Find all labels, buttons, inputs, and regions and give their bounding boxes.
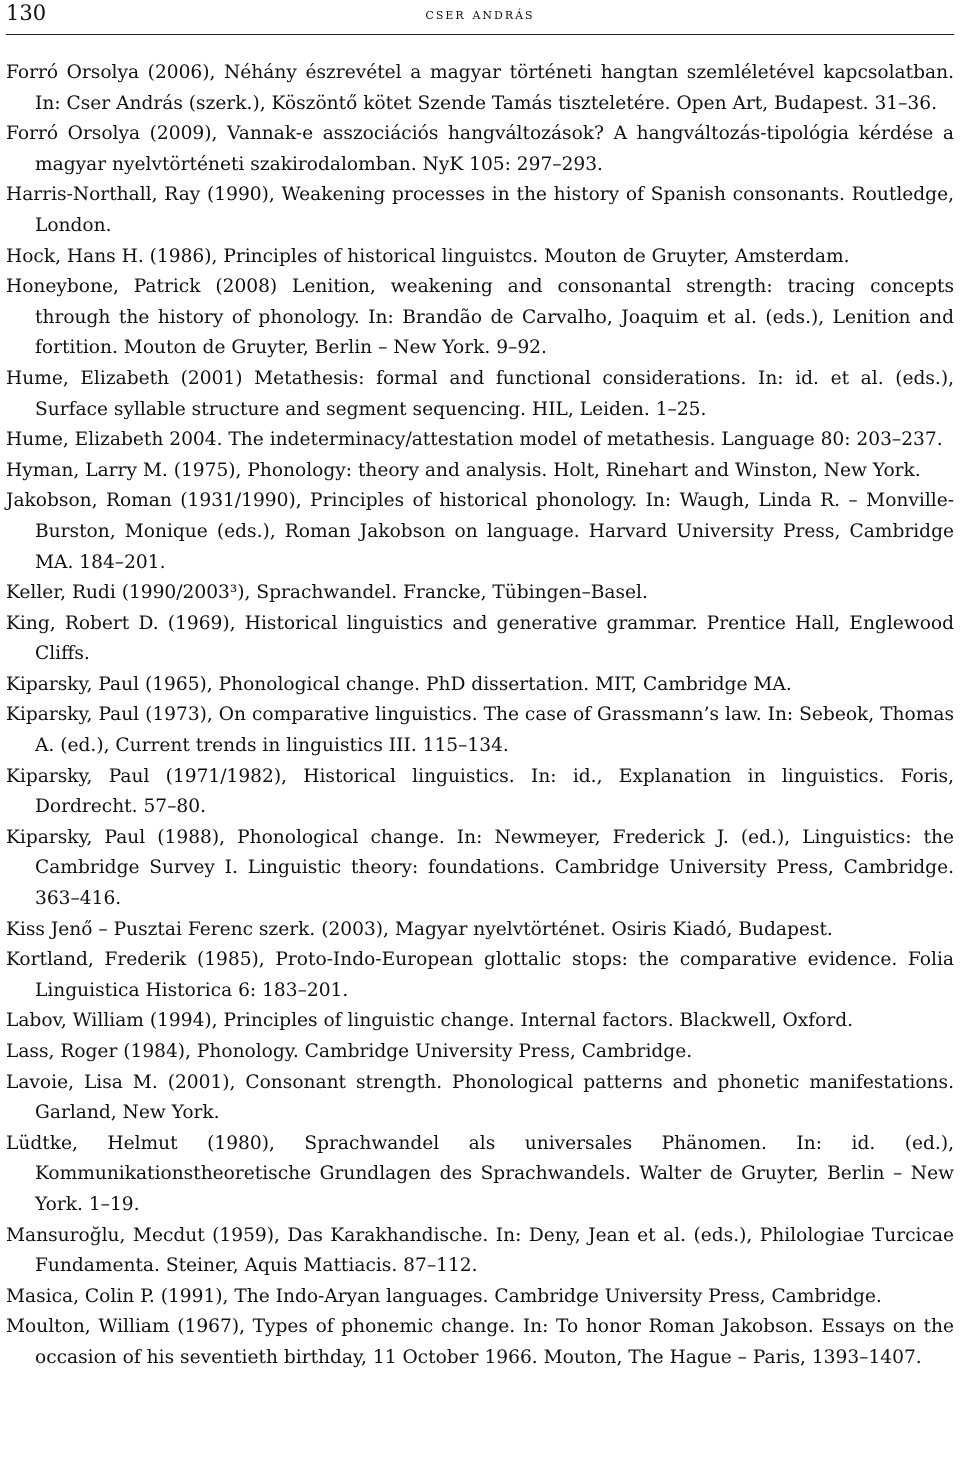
running-head: cser andrás [425, 5, 535, 23]
reference-entry: Kiss Jenő – Pusztai Ferenc szerk. (2003), Magyar nyelvtörténet. Osiris Kiadó, Budapest. [6, 918, 833, 940]
reference-list [6, 58, 954, 1374]
reference-entry: Mansuroğlu, Mecdut (1959), Das Karakhandische. In: Deny, Jean et al. (eds.), Philologiae Turcicae Fundamenta. Steiner, Aquis Mattiacis. 87–112. [6, 1224, 954, 1277]
reference-entry: Honeybone, Patrick (2008) Lenition, weakening and consonantal strength: tracing concepts through the history of phonology. In: Brandão de Carvalho, Joaquim et al. (eds.), Lenition and fortition. Mouton de Gruyter, Berlin – New York. 9–92. [6, 276, 954, 359]
reference-entry: Kortland, Frederik (1985), Proto-Indo-European glottalic stops: the comparative evidence. Folia Linguistica Historica 6: 183–201. [6, 949, 954, 1001]
reference-entry: Forró Orsolya (2009), Vannak-e asszociációs hangváltozások? A hangváltozás-tipológia kérdése a magyar nyelvtörténeti szakirodalomban. NyK 105: 297–293. [6, 123, 954, 175]
reference-entry: Lüdtke, Helmut (1980), Sprachwandel als universales Phänomen. In: id. (ed.), Kommunikationstheoretische Grundlagen des Sprachwandels. Walter de Gruyter, Berlin – New York. 1–19. [6, 1132, 954, 1215]
reference-entry: Kiparsky, Paul (1965), Phonological change. PhD dissertation. MIT, Cambridge MA. [6, 673, 792, 695]
reference-entry: Kiparsky, Paul (1973), On comparative linguistics. The case of Grassmann’s law. In: Sebeok, Thomas A. (ed.), Current trends in linguistics III. 115–134. [6, 704, 954, 757]
reference-entry: Hume, Elizabeth (2001) Metathesis: formal and functional considerations. In: id. et al. (eds.), Surface syllable structure and segment sequencing. HIL, Leiden. 1–25. [6, 367, 954, 420]
reference-entry: King, Robert D. (1969), Historical linguistics and generative grammar. Prentice Hall, Englewood Cliffs. [6, 612, 954, 665]
reference-entry: Hock, Hans H. (1986), Principles of historical linguistcs. Mouton de Gruyter, Amsterdam. [6, 245, 850, 267]
reference-entry: Forró Orsolya (2006), Néhány észrevétel a magyar történeti hangtan szemléletével kapcsolatban. In: Cser András (szerk.), Köszöntő kötet Szende Tamás tiszteletére. Open Art, Budapest. 31–36. [6, 62, 954, 114]
page-number: 130 [6, 1, 47, 25]
reference-entry: Kiparsky, Paul (1988), Phonological change. In: Newmeyer, Frederick J. (ed.), Linguistics: the Cambridge Survey I. Linguistic theory: foundations. Cambridge University Press, Cambridge. 363–416. [6, 826, 954, 910]
reference-entry: Keller, Rudi (1990/2003³), Sprachwandel. Francke, Tübingen–Basel. [6, 582, 648, 604]
reference-entry: Masica, Colin P. (1991), The Indo-Aryan languages. Cambridge University Press, Cambridge. [6, 1285, 882, 1307]
reference-entry: Moulton, William (1967), Types of phonemic change. In: To honor Roman Jakobson. Essays on the occasion of his seventieth birthday, 11 October 1966. Mouton, The Hague – Paris, 1393–1407. [6, 1316, 954, 1368]
reference-entry: Kiparsky, Paul (1971/1982), Historical linguistics. In: id., Explanation in linguistics. Foris, Dordrecht. 57–80. [6, 765, 954, 818]
reference-entry: Harris-Northall, Ray (1990), Weakening processes in the history of Spanish consonants. Routledge, London. [6, 184, 954, 236]
reference-entry: Hyman, Larry M. (1975), Phonology: theory and analysis. Holt, Rinehart and Winston, New York. [6, 459, 921, 481]
reference-entry: Hume, Elizabeth 2004. The indeterminacy/attestation model of metathesis. Language 80: 203–237. [6, 429, 943, 451]
reference-entry: Lavoie, Lisa M. (2001), Consonant strength. Phonological patterns and phonetic manifestations. Garland, New York. [6, 1071, 954, 1124]
reference-entry: Jakobson, Roman (1931/1990), Principles of historical phonology. In: Waugh, Linda R. – Monville-Burston, Monique (eds.), Roman Jakobson on language. Harvard University Press, Cambridge MA. 184–201. [6, 490, 954, 573]
reference-entry: Lass, Roger (1984), Phonology. Cambridge University Press, Cambridge. [6, 1041, 693, 1062]
reference-entry: Labov, William (1994), Principles of linguistic change. Internal factors. Blackwell, Oxford. [6, 1010, 854, 1032]
page-header [6, 0, 954, 35]
